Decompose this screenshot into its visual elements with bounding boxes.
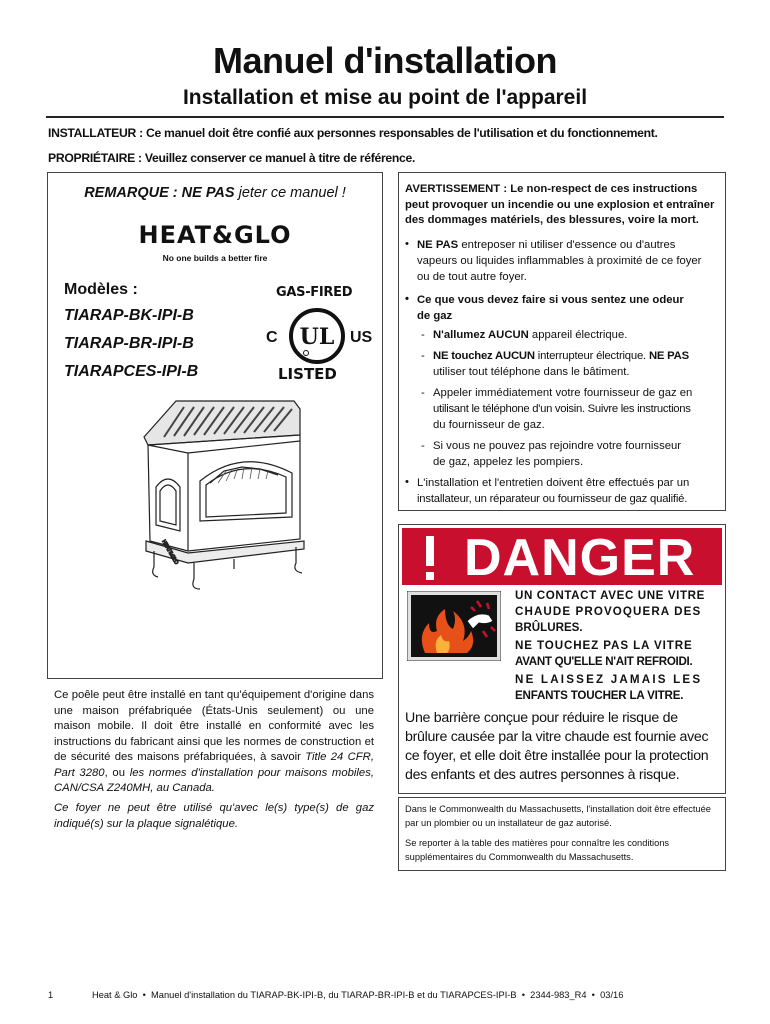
svg-text:HEAT&GLO: HEAT&GLO [160, 539, 180, 566]
danger-line-2: CHAUDE PROVOQUERA DES [515, 605, 702, 618]
owner-note [48, 151, 415, 165]
b2-line2: de gaz [417, 310, 453, 322]
logo-tagline: No one builds a better fire [162, 253, 268, 263]
owner-text: Veuillez conserver ce manuel à titre de référence. [144, 151, 416, 165]
page-number: 1 [48, 990, 54, 1000]
ul-listed-mark [266, 285, 378, 381]
ul-c: C [266, 329, 278, 346]
massachusetts-note-1: Dans le Commonwealth du Massachusetts, l'installation doit être effectuée par un plombier ou un installateur de gaz autorisé. [405, 804, 711, 828]
para1-cfr: Title 24 CFR, Part 3280 [54, 751, 374, 779]
d3-line2: utilisant le téléphone d'un voisin. Suivre les instructions [433, 403, 691, 415]
ul-us: US [350, 329, 373, 346]
barrier-notice: Une barrière conçue pour réduire le risque de brûlure causée par la vitre chaude est fournie avec ce foyer, et elle doit être installée pour la protection des enfants et des autres personnes à risque. [405, 710, 709, 783]
gas-type-paragraph: Ce foyer ne peut être utilisé qu'avec le(s) type(s) de gaz indiqué(s) sur la plaque signalétique. [54, 802, 374, 830]
hot-glass-burn-icon [407, 591, 501, 661]
b1-line2: vapeurs ou liquides inflammables à proximité de ce foyer [417, 255, 702, 267]
d2-bold1: NE touchez AUCUN [433, 350, 535, 362]
danger-line-5: AVANT QU'ELLE N'AIT REFROIDI. [515, 655, 693, 668]
d3-line1: Appeler immédiatement votre fournisseur de gaz en [433, 387, 693, 399]
model-name: TIARAP-BR-IPI-B [64, 335, 194, 352]
page-subtitle: Installation et mise au point de l'appareil [182, 86, 588, 109]
b1-line3: ou de tout autre foyer. [417, 271, 527, 283]
dash-icon: - [421, 387, 425, 399]
remark-note [48, 185, 382, 201]
model-name: TIARAP-BK-IPI-B [64, 307, 194, 324]
gas-step-2 [433, 349, 689, 365]
remark-bold: REMARQUE : NE PAS [84, 185, 235, 201]
remark-rest: jeter ce manuel ! [234, 185, 346, 201]
danger-line-3: BRÛLURES. [515, 621, 583, 634]
d4-line1: Si vous ne pouvez pas rejoindre votre fournisseur [433, 440, 682, 452]
d2-bold2: NE PAS [648, 350, 689, 362]
footer-text: Heat & Glo • Manuel d'installation du TIARAP-BK-IPI-B, du TIARAP-BR-IPI-B et du TIARAPCES-IPI-B • 2344-983_R4 • 03/16 [92, 990, 624, 1000]
d2-rest: interrupteur électrique. [534, 350, 649, 362]
bullet-icon: • [405, 293, 409, 305]
b1-line1: entreposer ni utiliser d'essence ou d'autres [458, 239, 676, 251]
page-title: Manuel d'installation [212, 40, 558, 81]
danger-banner [402, 528, 722, 585]
ul-gas-fired: GAS-FIRED [276, 285, 353, 300]
danger-line-6: NE LAISSEZ JAMAIS LES [515, 673, 703, 686]
ul-circle-icon [288, 307, 346, 365]
massachusetts-note-2: Se reporter à la table des matières pour connaître les conditions supplémentaires du Commonwealth du Massachusetts. [405, 838, 670, 862]
d1-bold: N'allumez AUCUN [433, 329, 529, 341]
danger-line-1: UN CONTACT AVEC UNE VITRE [515, 589, 705, 602]
title-divider [46, 116, 724, 118]
stove-illustration [114, 391, 314, 621]
ul-letters: UL [299, 324, 335, 350]
warning-box [398, 172, 726, 511]
models-label: Modèles : [64, 281, 138, 298]
heatglo-logo [48, 221, 382, 249]
warning-item-storage [417, 238, 723, 254]
danger-line-4: NE TOUCHEZ PAS LA VITRE [515, 639, 693, 652]
bullet-icon: • [405, 476, 409, 488]
danger-word: DANGER [464, 529, 696, 587]
d2-line2: utiliser tout téléphone dans le bâtiment. [433, 366, 630, 378]
model-name: TIARAPCES-IPI-B [64, 363, 199, 380]
d3-line3: du fournisseur de gaz. [433, 419, 545, 431]
massachusetts-box [398, 797, 726, 871]
logo-text: HEAT&GLO [138, 221, 292, 249]
gas-step-1 [433, 328, 627, 344]
installation-paragraph [54, 688, 374, 797]
dash-icon: - [421, 329, 425, 341]
para1-text: Ce poêle peut être installé en tant qu'équipement d'origine dans une maison préfabriquée (États-Unis seulement) ou une maison mobile. Il doit être installé en conformité avec les instructions du fabricant ainsi que les normes de construction et de sécurité des maisons préfabriquées, à savoir [54, 689, 374, 763]
ul-listed: LISTED [278, 365, 337, 383]
owner-label: PROPRIÉTAIRE : [48, 151, 142, 165]
danger-box [398, 524, 726, 794]
b1-bold: NE PAS [417, 239, 459, 251]
b3-line1: L'installation et l'entretien doivent être effectués par un [417, 477, 690, 489]
para1-norms: les normes d'installation pour maisons mobiles, CAN/CSA Z240MH, au Canada. [54, 766, 374, 794]
d1-rest: appareil électrique. [528, 329, 628, 341]
installer-note [48, 126, 658, 140]
b3-line2: installateur, un réparateur ou fournisseur de gaz qualifié. [417, 493, 688, 505]
exclamation-icon [406, 532, 456, 582]
dash-icon: - [421, 440, 425, 452]
para1-sep: , ou [104, 766, 130, 779]
installer-text: Ce manuel doit être confié aux personnes responsables de l'utilisation et du fonctionnement. [145, 126, 658, 140]
dash-icon: - [421, 350, 425, 362]
installer-label: INSTALLATEUR : [48, 126, 143, 140]
warning-heading: AVERTISSEMENT : Le non-respect de ces instructions peut provoquer un incendie ou une explosion et entraîner des dommages matériels, des blessures, voire la mort. [405, 183, 715, 226]
b2-line1: Ce que vous devez faire si vous sentez une odeur [417, 294, 684, 306]
danger-line-7: ENFANTS TOUCHER LA VITRE. [515, 689, 684, 702]
d4-line2: de gaz, appelez les pompiers. [433, 456, 584, 468]
bullet-icon: • [405, 238, 409, 250]
product-box [47, 172, 383, 679]
